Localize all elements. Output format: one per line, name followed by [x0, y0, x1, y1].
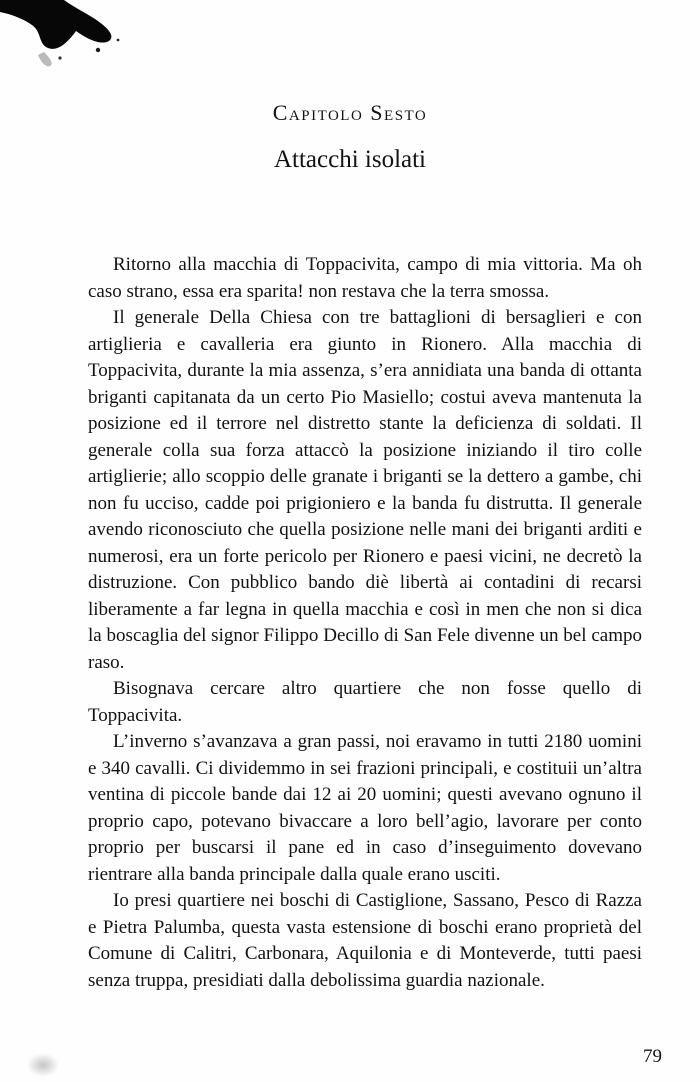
paragraph: Bisognava cercare altro quartiere che non fosse quello di Toppacivita. — [88, 678, 642, 726]
body-text — [88, 252, 642, 994]
paragraph: Io presi quartiere nei boschi di Castiglione, Sassano, Pesco di Razza e Pietra Palumba, questa vasta estensione di boschi erano proprietà del Comune di Calitri, Carbonara, Aquilonia e di Monteverde, tutti paesi senza truppa, presidiati dalla debolissima guardia nazionale. — [88, 890, 642, 991]
paragraph: L’inverno s’avanzava a gran passi, noi eravamo in tutti 2180 uomini e 340 cavalli. Ci dividemmo in sei frazioni principali, e costituii un’altra ventina di piccole bande dai 12 ai 20 uomini; questi avevano ognuno il proprio capo, potevano bivaccare a loro bell’agio, lavorare per conto proprio per buscarsi il pane ed in caso d’inseguimento dovevano rientrare alla banda principale dalla quale erano usciti. — [88, 731, 642, 885]
chapter-title: Capitolo Sesto — [272, 100, 428, 125]
scan-smudge — [28, 1054, 58, 1076]
chapter-subtitle: Attacchi isolati — [273, 146, 427, 173]
paragraph: Il generale Della Chiesa con tre battaglioni di bersaglieri e con artiglieria e cavalleria era giunto in Rionero. Alla macchia di Toppacivita, durante la mia assenza, s’era annidiata una banda di ottanta briganti capitanata da un certo Pio Masiello; costui aveva mantenuta la posizione ed il terrore nel distretto stante la deficienza di soldati. Il generale colla sua forza attaccò la posizione iniziando il tiro colle artiglierie; allo scoppio delle granate i briganti se la dettero a gambe, chi non fu ucciso, cadde poi prigioniero e la banda fu distrutta. Il generale avendo riconosciuto che quella posizione nelle mani dei briganti arditi e numerosi, era un forte pericolo per Rionero e paesi vicini, ne decretò la distruzione. Con pubblico bando diè libertà ai contadini di recarsi liberamente a far legna in quella macchia e così in men che non si dica la boscaglia del signor Filippo Decillo di San Fele divenne un bel campo raso. — [88, 307, 642, 673]
paragraph: Ritorno alla macchia di Toppacivita, campo di mia vittoria. Ma oh caso strano, essa era sparita! non restava che la terra smossa. — [88, 254, 642, 302]
page-number: 79 — [643, 1046, 662, 1067]
